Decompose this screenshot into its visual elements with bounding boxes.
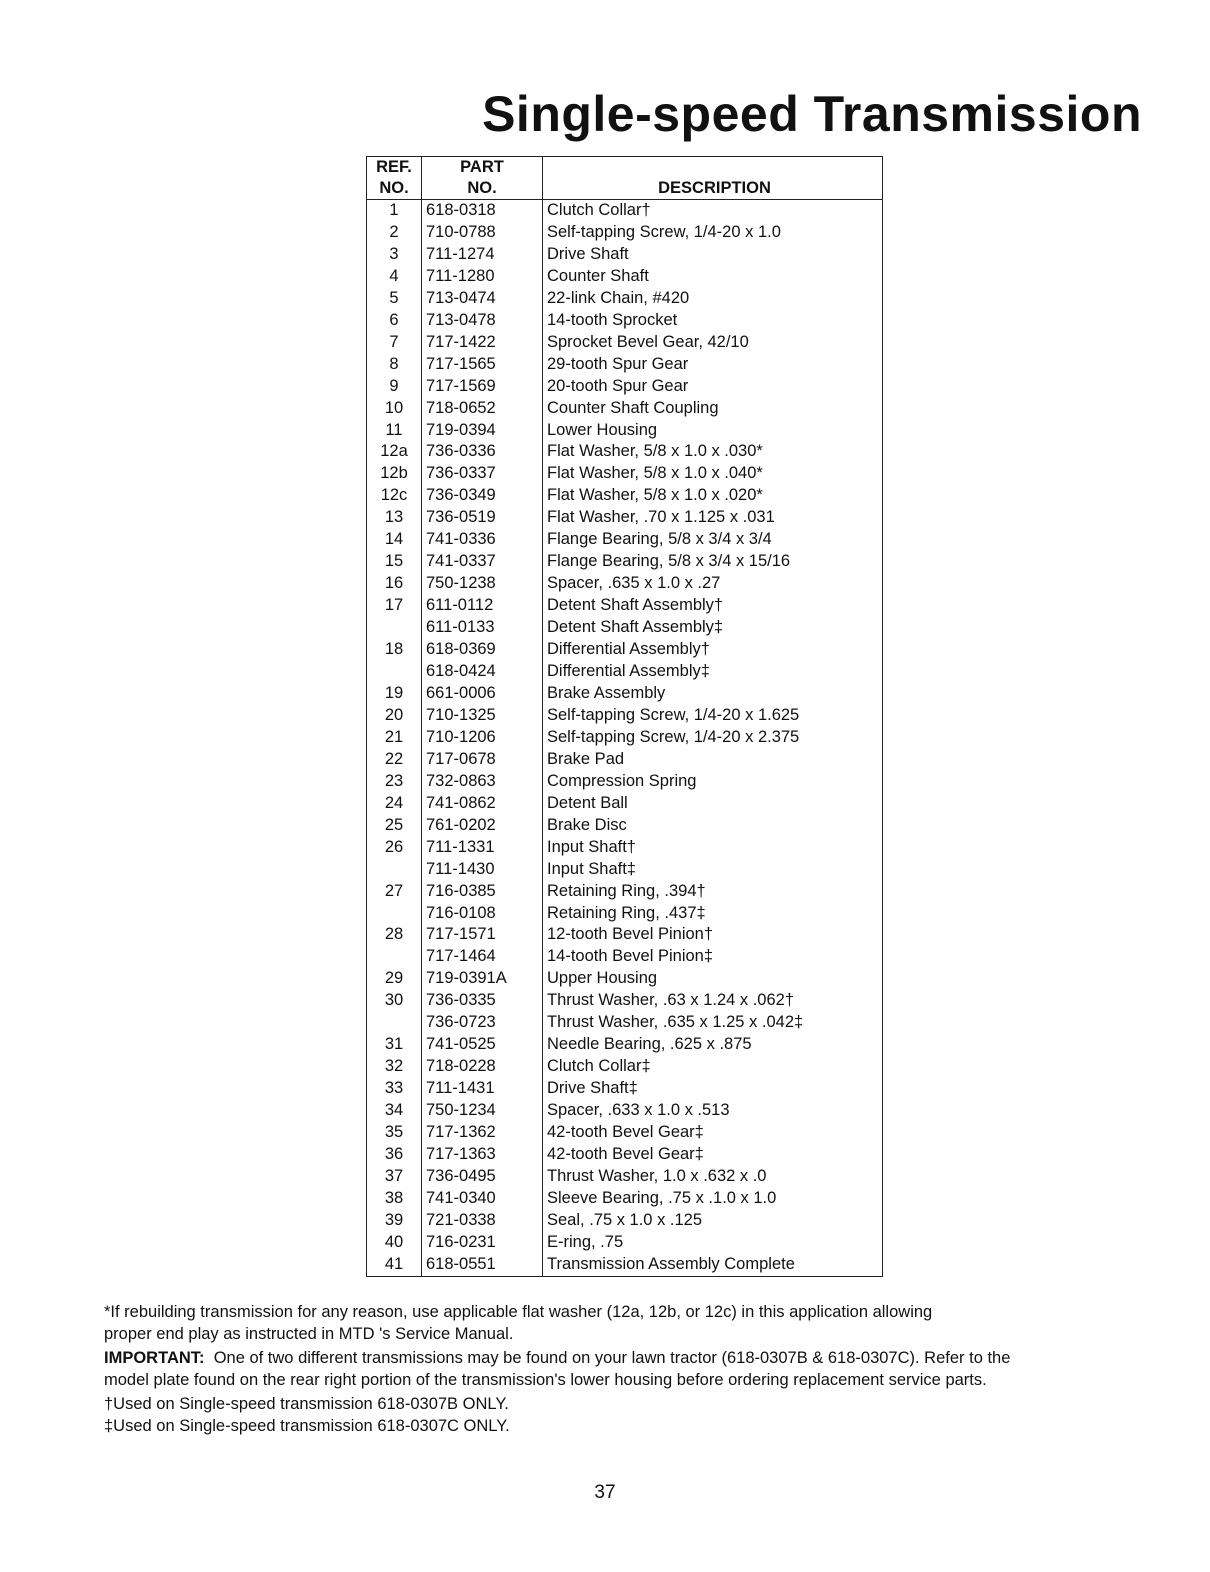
part-no-cell: 618-0424 xyxy=(422,661,543,683)
table-row xyxy=(367,793,883,815)
description-cell: E-ring, .75 xyxy=(547,1232,624,1251)
table-row xyxy=(367,705,883,727)
part-no-cell: 716-0385 xyxy=(422,881,543,903)
description-cell: Flange Bearing, 5/8 x 3/4 x 15/16 xyxy=(547,552,791,571)
ref-no-cell: 19 xyxy=(367,683,422,705)
table-row xyxy=(367,749,883,771)
ref-no-cell: 6 xyxy=(367,310,422,332)
description-cell: Clutch Collar† xyxy=(547,201,651,219)
part-no-cell: 711-1274 xyxy=(422,244,543,266)
table-row xyxy=(367,420,883,442)
table-row xyxy=(367,1100,883,1122)
part-no-cell: 711-1431 xyxy=(422,1078,543,1100)
part-no-cell: 736-0723 xyxy=(422,1012,543,1034)
table-row xyxy=(367,310,883,332)
table-row xyxy=(367,222,883,244)
table-row xyxy=(367,1210,883,1232)
part-no-cell: 717-1571 xyxy=(422,924,543,946)
page-number: 37 xyxy=(594,1482,616,1503)
description-cell: Self-tapping Screw, 1/4-20 x 2.375 xyxy=(547,727,800,746)
ref-no-cell xyxy=(367,1012,422,1034)
table-row xyxy=(367,946,883,968)
ref-no-cell: 33 xyxy=(367,1078,422,1100)
ref-no-cell: 31 xyxy=(367,1034,422,1056)
description-cell: Clutch Collar‡ xyxy=(547,1057,651,1076)
description-cell: Flange Bearing, 5/8 x 3/4 x 3/4 xyxy=(547,530,772,549)
part-no-cell: 741-0862 xyxy=(422,793,543,815)
ref-no-cell: 7 xyxy=(367,332,422,354)
table-row xyxy=(367,771,883,793)
ref-no-cell: 29 xyxy=(367,968,422,990)
table-row xyxy=(367,1144,883,1166)
table-row xyxy=(367,639,883,661)
description-cell: Detent Ball xyxy=(547,793,628,812)
description-cell: Counter Shaft Coupling xyxy=(547,398,719,417)
description-cell: Transmission Assembly Complete xyxy=(547,1254,795,1273)
table-row xyxy=(367,1056,883,1078)
washer-note-line1: *If rebuilding transmission for any reason, use applicable flat washer (12a, 12b, or 12c) in this application allowing xyxy=(104,1303,933,1321)
ref-no-cell: 17 xyxy=(367,595,422,617)
part-no-cell: 750-1238 xyxy=(422,573,543,595)
description-cell: Drive Shaft xyxy=(547,244,629,263)
ref-no-cell: 12c xyxy=(367,485,422,507)
table-row xyxy=(367,398,883,420)
table-row xyxy=(367,441,883,463)
important-note-line1 xyxy=(104,1347,1104,1369)
table-row xyxy=(367,529,883,551)
ref-no-cell xyxy=(367,859,422,881)
part-no-cell: 717-1422 xyxy=(422,332,543,354)
part-no-cell: 718-0652 xyxy=(422,398,543,420)
table-row xyxy=(367,573,883,595)
ref-no-cell: 26 xyxy=(367,837,422,859)
ref-no-cell xyxy=(367,617,422,639)
ref-no-cell: 28 xyxy=(367,924,422,946)
part-no-cell: 761-0202 xyxy=(422,815,543,837)
table-row xyxy=(367,727,883,749)
ref-no-cell: 9 xyxy=(367,376,422,398)
description-cell: Needle Bearing, .625 x .875 xyxy=(547,1035,752,1054)
part-header-line2: NO. xyxy=(467,179,497,197)
part-no-cell: 717-0678 xyxy=(422,749,543,771)
ref-no-cell: 20 xyxy=(367,705,422,727)
table-row xyxy=(367,859,883,881)
description-cell: Counter Shaft xyxy=(547,266,649,285)
description-cell: 42-tooth Bevel Gear‡ xyxy=(547,1123,704,1142)
part-no-cell: 717-1569 xyxy=(422,376,543,398)
ref-no-cell: 27 xyxy=(367,881,422,903)
important-note-line2: model plate found on the rear right portion of the transmission's lower housing before ordering replacement service parts. xyxy=(104,1371,987,1389)
table-row xyxy=(367,266,883,288)
description-cell: Upper Housing xyxy=(547,969,658,988)
description-header: DESCRIPTION xyxy=(543,157,883,200)
description-cell: Differential Assembly† xyxy=(547,640,710,659)
ref-no-cell: 39 xyxy=(367,1210,422,1232)
important-label: IMPORTANT: xyxy=(104,1349,205,1367)
part-no-cell: 716-0231 xyxy=(422,1232,543,1254)
part-no-cell: 611-0112 xyxy=(422,595,543,617)
parts-table-body xyxy=(367,200,883,1277)
description-cell: Retaining Ring, .394† xyxy=(547,881,706,900)
part-no-cell: 750-1234 xyxy=(422,1100,543,1122)
part-no-cell: 713-0474 xyxy=(422,288,543,310)
part-no-cell: 741-0336 xyxy=(422,529,543,551)
part-no-cell: 618-0369 xyxy=(422,639,543,661)
part-no-cell: 732-0863 xyxy=(422,771,543,793)
table-row xyxy=(367,1122,883,1144)
part-no-cell: 718-0228 xyxy=(422,1056,543,1078)
ref-no-cell: 40 xyxy=(367,1232,422,1254)
parts-table xyxy=(366,156,883,1277)
table-row xyxy=(367,903,883,925)
description-cell: Sleeve Bearing, .75 x .1.0 x 1.0 xyxy=(547,1188,777,1207)
description-cell: 12-tooth Bevel Pinion† xyxy=(547,925,714,944)
description-cell: 20-tooth Spur Gear xyxy=(547,376,689,395)
ref-no-cell: 24 xyxy=(367,793,422,815)
ref-no-cell: 25 xyxy=(367,815,422,837)
ref-no-cell: 13 xyxy=(367,507,422,529)
table-row xyxy=(367,683,883,705)
ref-no-cell: 34 xyxy=(367,1100,422,1122)
important-text-line1: One of two different transmissions may be found on your lawn tractor (618-0307B & 618-0307C). Refer to the xyxy=(213,1349,1011,1367)
part-no-cell: 661-0006 xyxy=(422,683,543,705)
description-cell: 14-tooth Sprocket xyxy=(547,310,678,329)
table-row xyxy=(367,881,883,903)
ref-no-cell: 2 xyxy=(367,222,422,244)
description-cell: Self-tapping Screw, 1/4-20 x 1.0 xyxy=(547,222,781,241)
ref-no-cell: 10 xyxy=(367,398,422,420)
table-row xyxy=(367,990,883,1012)
washer-note-line2: proper end play as instructed in MTD 's Service Manual. xyxy=(104,1325,514,1343)
ref-no-cell xyxy=(367,946,422,968)
table-row xyxy=(367,1034,883,1056)
table-row xyxy=(367,1232,883,1254)
ref-no-cell: 16 xyxy=(367,573,422,595)
table-row xyxy=(367,617,883,639)
ref-no-cell: 35 xyxy=(367,1122,422,1144)
part-no-cell: 717-1363 xyxy=(422,1144,543,1166)
table-header-row xyxy=(367,157,883,200)
description-cell: 14-tooth Bevel Pinion‡ xyxy=(547,947,714,966)
ref-no-cell: 37 xyxy=(367,1166,422,1188)
table-row xyxy=(367,244,883,266)
ref-no-cell: 3 xyxy=(367,244,422,266)
ref-no-cell: 21 xyxy=(367,727,422,749)
ref-no-cell: 23 xyxy=(367,771,422,793)
table-row xyxy=(367,354,883,376)
part-no-cell: 716-0108 xyxy=(422,903,543,925)
part-no-cell: 713-0478 xyxy=(422,310,543,332)
description-cell: Drive Shaft‡ xyxy=(547,1079,638,1098)
table-row xyxy=(367,507,883,529)
description-cell: Thrust Washer, .63 x 1.24 x .062† xyxy=(547,991,795,1010)
table-row xyxy=(367,815,883,837)
ref-header-line2: NO. xyxy=(379,179,409,197)
ref-no-cell: 12b xyxy=(367,463,422,485)
ref-no-cell: 15 xyxy=(367,551,422,573)
table-row xyxy=(367,200,883,222)
description-cell: Spacer, .635 x 1.0 x .27 xyxy=(547,574,721,593)
part-no-cell: 717-1362 xyxy=(422,1122,543,1144)
description-cell: Detent Shaft Assembly† xyxy=(547,596,724,615)
ref-no-cell: 1 xyxy=(367,200,422,222)
description-cell: Seal, .75 x 1.0 x .125 xyxy=(547,1210,703,1229)
part-no-header xyxy=(422,157,543,200)
ref-no-header xyxy=(367,157,422,200)
table-row xyxy=(367,485,883,507)
description-cell: Spacer, .633 x 1.0 x .513 xyxy=(547,1101,730,1120)
part-no-cell: 736-0337 xyxy=(422,463,543,485)
description-cell: 22-link Chain, #420 xyxy=(547,288,690,307)
ref-no-cell: 41 xyxy=(367,1254,422,1276)
description-cell: Retaining Ring, .437‡ xyxy=(547,903,706,922)
part-header-line1: PART xyxy=(460,158,504,176)
description-cell: Thrust Washer, 1.0 x .632 x .0 xyxy=(547,1166,767,1185)
table-row xyxy=(367,1078,883,1100)
description-cell: Self-tapping Screw, 1/4-20 x 1.625 xyxy=(547,705,800,724)
description-cell: Differential Assembly‡ xyxy=(547,662,710,681)
part-no-cell: 741-0525 xyxy=(422,1034,543,1056)
description-cell: Flat Washer, 5/8 x 1.0 x .020* xyxy=(547,486,763,505)
part-no-cell: 711-1331 xyxy=(422,837,543,859)
table-row xyxy=(367,1012,883,1034)
ref-header-line1: REF. xyxy=(376,158,412,176)
ref-no-cell: 30 xyxy=(367,990,422,1012)
part-no-cell: 618-0551 xyxy=(422,1254,543,1276)
table-row xyxy=(367,661,883,683)
ref-no-cell: 5 xyxy=(367,288,422,310)
table-row xyxy=(367,463,883,485)
ref-no-cell: 18 xyxy=(367,639,422,661)
page-title: Single-speed Transmission xyxy=(482,86,1142,142)
part-no-cell: 618-0318 xyxy=(422,200,543,222)
description-cell: Sprocket Bevel Gear, 42/10 xyxy=(547,332,749,351)
ref-no-cell: 32 xyxy=(367,1056,422,1078)
table-row xyxy=(367,1188,883,1210)
part-no-cell: 741-0340 xyxy=(422,1188,543,1210)
description-cell: Lower Housing xyxy=(547,420,658,439)
part-no-cell: 736-0519 xyxy=(422,507,543,529)
ref-no-cell: 12a xyxy=(367,441,422,463)
part-no-cell: 717-1565 xyxy=(422,354,543,376)
dagger-note: †Used on Single-speed transmission 618-0307B ONLY. xyxy=(104,1395,509,1413)
part-no-cell: 719-0394 xyxy=(422,420,543,442)
double-dagger-note: ‡Used on Single-speed transmission 618-0307C ONLY. xyxy=(104,1417,510,1435)
table-row xyxy=(367,288,883,310)
table-row xyxy=(367,551,883,573)
part-no-cell: 711-1280 xyxy=(422,266,543,288)
description-cell: Brake Assembly xyxy=(547,683,666,702)
table-row xyxy=(367,332,883,354)
description-cell: 29-tooth Spur Gear xyxy=(547,354,689,373)
description-cell: Flat Washer, .70 x 1.125 x .031 xyxy=(547,508,775,527)
part-no-cell: 736-0335 xyxy=(422,990,543,1012)
part-no-cell: 611-0133 xyxy=(422,617,543,639)
part-no-cell: 717-1464 xyxy=(422,946,543,968)
part-no-cell: 736-0495 xyxy=(422,1166,543,1188)
part-no-cell: 711-1430 xyxy=(422,859,543,881)
ref-no-cell xyxy=(367,661,422,683)
description-cell: Compression Spring xyxy=(547,771,697,790)
ref-no-cell: 22 xyxy=(367,749,422,771)
table-row xyxy=(367,595,883,617)
description-cell: Input Shaft† xyxy=(547,837,636,856)
ref-no-cell: 14 xyxy=(367,529,422,551)
table-row xyxy=(367,968,883,990)
description-cell: Detent Shaft Assembly‡ xyxy=(547,618,724,637)
description-cell: Input Shaft‡ xyxy=(547,859,636,878)
part-no-cell: 721-0338 xyxy=(422,1210,543,1232)
ref-no-cell: 36 xyxy=(367,1144,422,1166)
part-no-cell: 710-0788 xyxy=(422,222,543,244)
ref-no-cell: 11 xyxy=(367,420,422,442)
description-cell: Brake Disc xyxy=(547,815,627,834)
part-no-cell: 736-0336 xyxy=(422,441,543,463)
ref-no-cell: 8 xyxy=(367,354,422,376)
part-no-cell: 736-0349 xyxy=(422,485,543,507)
description-cell: Brake Pad xyxy=(547,749,625,768)
description-cell: Flat Washer, 5/8 x 1.0 x .030* xyxy=(547,442,763,461)
table-row xyxy=(367,1166,883,1188)
ref-no-cell: 4 xyxy=(367,266,422,288)
ref-no-cell xyxy=(367,903,422,925)
footnotes xyxy=(104,1301,1104,1437)
part-no-cell: 741-0337 xyxy=(422,551,543,573)
table-row xyxy=(367,924,883,946)
part-no-cell: 719-0391A xyxy=(422,968,543,990)
table-row xyxy=(367,376,883,398)
description-cell: Thrust Washer, .635 x 1.25 x .042‡ xyxy=(547,1013,804,1032)
part-no-cell: 710-1206 xyxy=(422,727,543,749)
description-cell: 42-tooth Bevel Gear‡ xyxy=(547,1144,704,1163)
description-cell: Flat Washer, 5/8 x 1.0 x .040* xyxy=(547,464,763,483)
table-row xyxy=(367,837,883,859)
table-row xyxy=(367,1254,883,1276)
ref-no-cell: 38 xyxy=(367,1188,422,1210)
part-no-cell: 710-1325 xyxy=(422,705,543,727)
